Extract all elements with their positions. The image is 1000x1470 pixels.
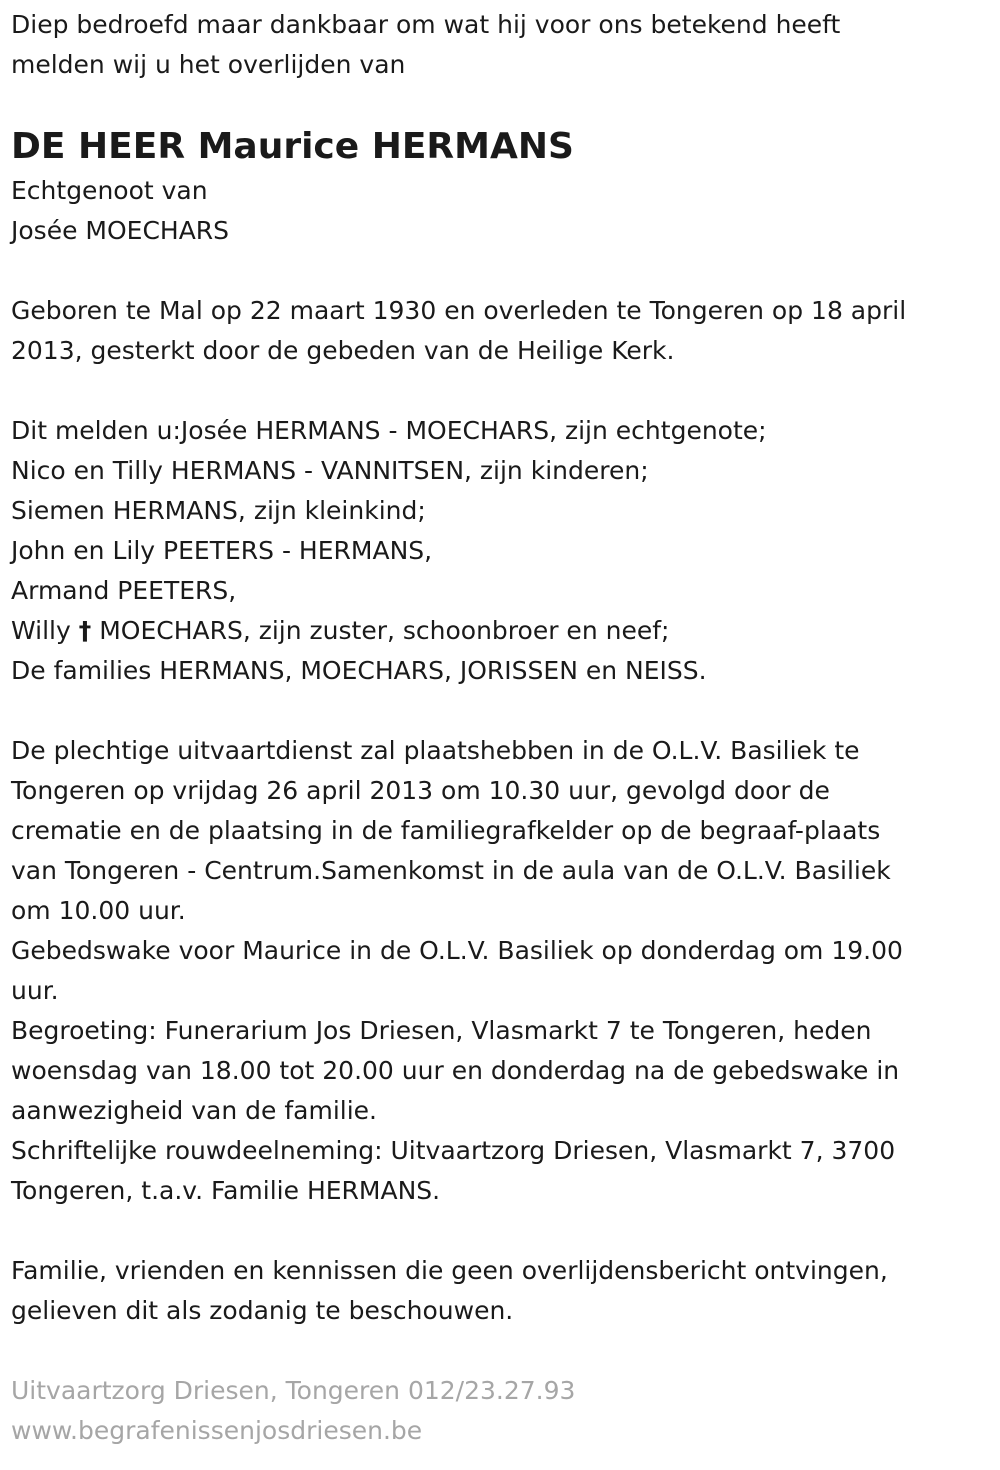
- footer-company: Uitvaartzorg Driesen, Tongeren 012/23.27.93: [11, 1376, 576, 1405]
- ceremony-line: De plechtige uitvaartdienst zal plaatshebben in de O.L.V. Basiliek te: [11, 736, 860, 765]
- announcer-name-first: Willy: [11, 616, 79, 645]
- announcer-line: Nico en Tilly HERMANS - VANNITSEN, zijn kinderen;: [11, 456, 649, 485]
- spacer: [11, 371, 989, 411]
- closing-note: [11, 1251, 989, 1331]
- birth-death-line: 2013, gesterkt door de gebeden van de Heilige Kerk.: [11, 336, 675, 365]
- ceremony-line: woensdag van 18.00 tot 20.00 uur en donderdag na de gebedswake in: [11, 1056, 900, 1085]
- intro-text: [11, 5, 989, 85]
- ceremony-line: crematie en de plaatsing in de familiegrafkelder op de begraaf-plaats: [11, 816, 881, 845]
- deceased-name: DE HEER Maurice HERMANS: [11, 126, 574, 167]
- ceremony-line: aanwezigheid van de familie.: [11, 1096, 377, 1125]
- ceremony-details: [11, 731, 989, 1211]
- announcer-line: Dit melden u:Josée HERMANS - MOECHARS, zijn echtgenote;: [11, 416, 767, 445]
- closing-line: gelieven dit als zodanig te beschouwen.: [11, 1296, 514, 1325]
- ceremony-line: Gebedswake voor Maurice in de O.L.V. Basiliek op donderdag om 19.00: [11, 936, 903, 965]
- footer: [11, 1371, 989, 1451]
- spacer: [11, 691, 989, 731]
- announcer-line: Siemen HERMANS, zijn kleinkind;: [11, 496, 426, 525]
- announcers-list: [11, 411, 989, 691]
- ceremony-line: om 10.00 uur.: [11, 896, 186, 925]
- spouse-line: Josée MOECHARS: [11, 216, 230, 245]
- announcer-line: De families HERMANS, MOECHARS, JORISSEN en NEISS.: [11, 656, 707, 685]
- announcer-line: [11, 611, 989, 651]
- spacer: [11, 1211, 989, 1251]
- spacer: [11, 251, 989, 291]
- announcer-line: Armand PEETERS,: [11, 576, 237, 605]
- ceremony-line: Begroeting: Funerarium Jos Driesen, Vlasmarkt 7 te Tongeren, heden: [11, 1016, 872, 1045]
- spouse-line: Echtgenoot van: [11, 176, 208, 205]
- closing-line: Familie, vrienden en kennissen die geen overlijdensbericht ontvingen,: [11, 1256, 888, 1285]
- birth-death-paragraph: [11, 291, 989, 371]
- spouse-info: [11, 171, 989, 251]
- footer-website[interactable]: www.begrafenissenjosdriesen.be: [11, 1416, 423, 1445]
- intro-line: melden wij u het overlijden van: [11, 50, 406, 79]
- spacer: [11, 1331, 989, 1371]
- intro-line: Diep bedroefd maar dankbaar om wat hij voor ons betekend heeft: [11, 10, 841, 39]
- ceremony-line: Tongeren, t.a.v. Familie HERMANS.: [11, 1176, 441, 1205]
- ceremony-line: van Tongeren - Centrum.Samenkomst in de aula van de O.L.V. Basiliek: [11, 856, 891, 885]
- cross-icon: †: [78, 616, 92, 645]
- ceremony-line: uur.: [11, 976, 59, 1005]
- ceremony-line: Tongeren op vrijdag 26 april 2013 om 10.30 uur, gevolgd door de: [11, 776, 830, 805]
- ceremony-line: Schriftelijke rouwdeelneming: Uitvaartzorg Driesen, Vlasmarkt 7, 3700: [11, 1136, 896, 1165]
- birth-death-line: Geboren te Mal op 22 maart 1930 en overleden te Tongeren op 18 april: [11, 296, 907, 325]
- announcer-line: John en Lily PEETERS - HERMANS,: [11, 536, 433, 565]
- announcer-name-rest: MOECHARS, zijn zuster, schoonbroer en neef;: [91, 616, 670, 645]
